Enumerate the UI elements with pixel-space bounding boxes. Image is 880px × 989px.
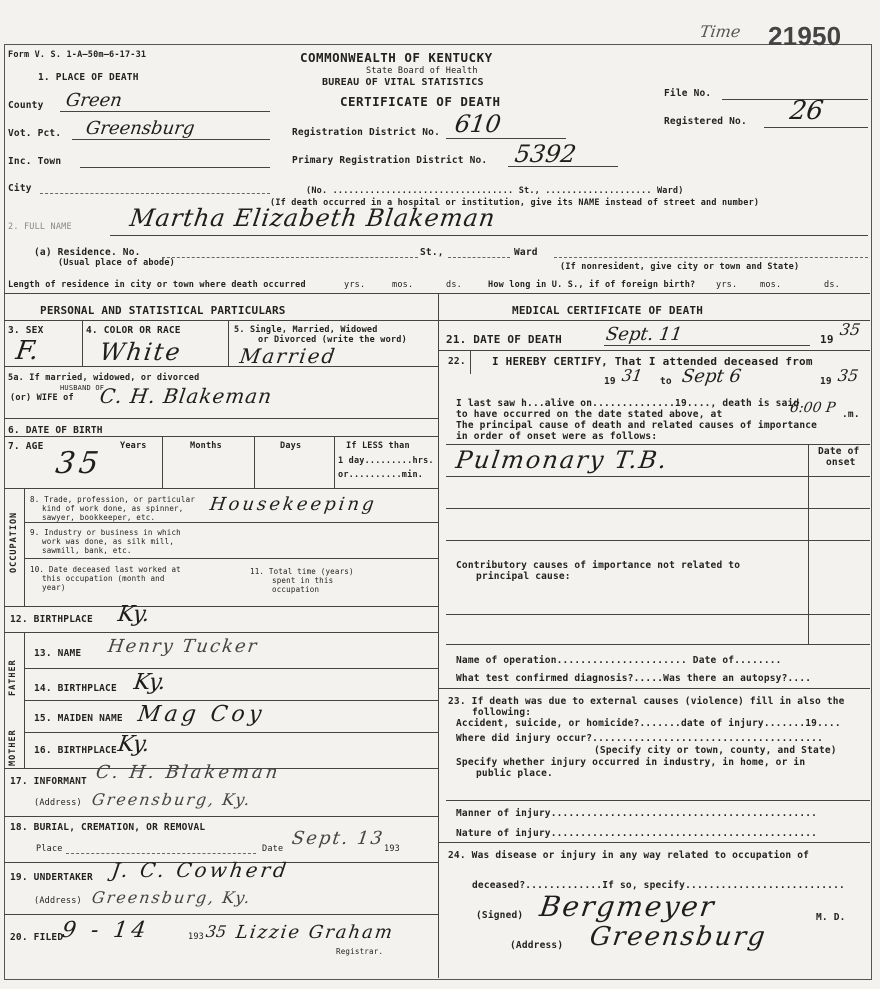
age-years-label: Years (120, 441, 147, 451)
mother-side-label: MOTHER (8, 729, 18, 766)
residence-ds: ds. (446, 280, 462, 290)
vot-pct-label: Vot. Pct. (8, 128, 62, 139)
physician-address-label: (Address) (510, 940, 564, 951)
occ8-line2: kind of work done, as spinner, (42, 504, 184, 513)
filed-year-prefix: 193 (188, 932, 204, 942)
less-than-label-2: 1 day.........hrs. (338, 456, 434, 466)
occ8-line1: 8. Trade, profession, or particular (30, 495, 196, 504)
date-of-death-year-prefix: 19 (820, 333, 834, 346)
occupation-side-label: OCCUPATION (9, 511, 19, 573)
stamp-prefix: Time (698, 22, 742, 41)
burial-date-value: Sept. 13 (290, 828, 386, 849)
mother-name-label: 15. MAIDEN NAME (34, 713, 123, 724)
less-than-label-1: If LESS than (346, 441, 410, 451)
color-race-value: White (98, 338, 184, 366)
physician-signature: Bergmeyer (537, 890, 718, 923)
undertaker-value: J. C. Cowherd (110, 858, 291, 882)
father-birthplace-label: 14. BIRTHPLACE (34, 683, 117, 694)
stamp-number: 21950 (768, 21, 842, 51)
less-than-label-3: or..........min. (338, 470, 424, 480)
sex-label: 3. SEX (8, 325, 44, 336)
diagnosis-test-text: What test confirmed diagnosis?.....Was there an autopsy?.... (456, 673, 812, 684)
time-of-death-value: 6:00 P (788, 400, 837, 416)
length-of-residence-label: Length of residence in city or town where death occurred (8, 280, 306, 290)
residence-mos: mos. (392, 280, 414, 290)
age-label: 7. AGE (8, 441, 44, 452)
date-of-birth-label: 6. DATE OF BIRTH (8, 425, 103, 436)
vot-pct-value: Greensburg (84, 118, 196, 139)
county-value: Green (64, 90, 124, 111)
filed-label: 20. FILED (10, 932, 64, 943)
date-of-onset-label-1: Date of (818, 446, 860, 457)
residence-yrs: yrs. (344, 280, 366, 290)
registrar-label: Registrar. (336, 947, 384, 956)
spouse-label-3: (or) WIFE of (10, 393, 74, 403)
residence-label: (a) Residence. No. (34, 247, 141, 258)
date-of-death-year: 35 (838, 320, 862, 339)
marital-label-1: 5. Single, Married, Widowed (234, 325, 378, 335)
occ10-line1: 10. Date deceased last worked at (30, 565, 181, 574)
father-name-value: Henry Tucker (106, 636, 260, 657)
age-value: 35 (53, 446, 105, 481)
registered-no-label: Registered No. (664, 116, 747, 127)
inc-town-label: Inc. Town (8, 156, 62, 167)
informant-address-label: (Address) (34, 798, 82, 808)
occ10-line2: this occupation (month and (42, 574, 165, 583)
filed-date-value: 9 - 14 (60, 918, 152, 943)
contributory-line2: principal cause: (476, 571, 571, 582)
manner-of-injury: Manner of injury............................................. (456, 808, 818, 819)
undertaker-address-label: (Address) (34, 896, 82, 906)
time-meridiem: .m. (842, 409, 860, 420)
occ9-line3: sawmill, bank, etc. (42, 546, 132, 555)
burial-date-label: Date (262, 844, 284, 854)
column-divider (438, 293, 439, 978)
attended-to-value: Sept 6 (680, 366, 743, 387)
informant-label: 17. INFORMANT (10, 776, 87, 787)
mother-birthplace-value: Ky. (116, 732, 152, 757)
occ11-line1: 11. Total time (years) (250, 567, 354, 576)
attended-to-label: to (660, 376, 672, 387)
birthplace-value: Ky. (116, 602, 152, 627)
hospital-note: (If death occurred in a hospital or institution, give its NAME instead of street and number) (270, 198, 760, 208)
date-of-onset-label-2: onset (826, 457, 856, 468)
us-mos: mos. (760, 280, 782, 290)
external-line6: Specify whether injury occurred in industry, in home, or in (456, 757, 806, 768)
contributory-line1: Contributory causes of importance not related to (456, 560, 741, 571)
registrar-signature: Lizzie Graham (234, 922, 396, 943)
marital-label-2: or Divorced (write the word) (258, 335, 407, 345)
nonresident-note: (If nonresident, give city or town and State) (560, 262, 800, 272)
residence-ward-label: Ward (514, 247, 538, 258)
burial-place-label: Place (36, 844, 63, 854)
spouse-label-1: 5a. If married, widowed, or divorced (8, 373, 200, 383)
father-side-label: FATHER (8, 659, 18, 696)
registration-district-value: 610 (453, 110, 503, 138)
form-id: Form V. S. 1-A—50m—6-17-31 (8, 50, 147, 60)
occ9-line2: work was done, as silk mill, (42, 537, 175, 546)
file-no-label: File No. (664, 88, 712, 99)
place-of-death-label: 1. PLACE OF DEATH (38, 72, 139, 83)
full-name-label: 2. FULL NAME (8, 222, 72, 232)
mother-birthplace-label: 16. BIRTHPLACE (34, 745, 117, 756)
residence-sub: (Usual place of abode) (58, 258, 175, 268)
mother-name-value: Mag Coy (136, 702, 267, 727)
external-line7: public place. (476, 768, 553, 779)
city-number-street: (No. .................................. St., .................... Ward) (306, 186, 684, 196)
date-of-death-label: 21. DATE OF DEATH (446, 333, 562, 346)
occupation-value: Housekeeping (208, 494, 379, 515)
certify-text: I HEREBY CERTIFY, That I attended deceased from (492, 355, 813, 368)
attended-to-year: 35 (836, 366, 860, 385)
external-line3: Accident, suicide, or homicide?.......date of injury.......19.... (456, 718, 841, 729)
sex-value: F. (13, 336, 41, 366)
occ11-line2: spent in this (272, 576, 334, 585)
color-race-label: 4. COLOR OR RACE (86, 325, 181, 336)
external-line1: 23. If death was due to external causes (violence) fill in also the (448, 696, 845, 707)
undertaker-address-value: Greensburg, Ky. (90, 888, 253, 907)
principal-cause-value: Pulmonary T.B. (454, 446, 671, 474)
father-birthplace-value: Ky. (132, 670, 168, 695)
attended-from-year: 31 (620, 366, 644, 385)
board-name: State Board of Health (366, 66, 478, 76)
principal-cause-line2: in order of onset were as follows: (456, 431, 658, 442)
county-label: County (8, 100, 44, 111)
occupation-related-question: 24. Was disease or injury in any way related to occupation of (448, 850, 810, 861)
certificate-title: CERTIFICATE OF DEATH (340, 94, 501, 109)
state-title: COMMONWEALTH OF KENTUCKY (300, 50, 493, 65)
occ9-line1: 9. Industry or business in which (30, 528, 181, 537)
informant-value: C. H. Blakeman (94, 762, 282, 783)
physician-address-value: Greensburg (587, 922, 769, 952)
occ10-line3: year) (42, 583, 66, 592)
city-label: City (8, 183, 32, 194)
last-saw-text: I last saw h...alive on..............19...., death is said (456, 398, 800, 409)
operation-text: Name of operation...................... Date of........ (456, 655, 782, 666)
personal-section-title: PERSONAL AND STATISTICAL PARTICULARS (40, 304, 286, 317)
signed-label: (Signed) (476, 910, 524, 921)
bureau-name: BUREAU OF VITAL STATISTICS (322, 77, 484, 88)
informant-address-value: Greensburg, Ky. (90, 790, 253, 809)
us-yrs: yrs. (716, 280, 738, 290)
burial-year: 193 (384, 844, 400, 854)
md-label: M. D. (816, 912, 846, 923)
spouse-value: C. H. Blakeman (98, 384, 274, 408)
date-of-death-value: Sept. 11 (604, 324, 684, 345)
full-name-value: Martha Elizabeth Blakeman (128, 204, 498, 232)
primary-district-label: Primary Registration District No. (292, 155, 488, 166)
burial-label: 18. BURIAL, CREMATION, OR REMOVAL (10, 822, 206, 833)
medical-section-title: MEDICAL CERTIFICATE OF DEATH (512, 304, 704, 317)
primary-district-value: 5392 (513, 140, 579, 168)
registered-no-value: 26 (787, 96, 826, 126)
undertaker-label: 19. UNDERTAKER (10, 872, 93, 883)
age-months-label: Months (190, 441, 222, 451)
attended-from-year-prefix: 19 (604, 376, 616, 387)
birthplace-label: 12. BIRTHPLACE (10, 614, 93, 625)
father-name-label: 13. NAME (34, 648, 82, 659)
occ11-line3: occupation (272, 585, 320, 594)
marital-value: Married (238, 344, 339, 368)
spouse-label-2: HUSBAND OF (60, 384, 105, 392)
us-ds: ds. (824, 280, 840, 290)
occ8-line3: sawyer, bookkeeper, etc. (42, 513, 156, 522)
occurred-text: to have occurred on the date stated above, at (456, 409, 723, 420)
nature-of-injury: Nature of injury............................................. (456, 828, 818, 839)
residence-street-label: St., (420, 247, 444, 258)
us-residence-label: How long in U. S., if of foreign birth? (488, 280, 696, 290)
age-days-label: Days (280, 441, 302, 451)
filed-year-value: 35 (204, 922, 228, 941)
certify-number: 22. (448, 356, 466, 367)
registration-district-label: Registration District No. (292, 127, 440, 138)
deceased-specify: deceased?.............If so, specify........................... (472, 880, 845, 891)
attended-to-year-prefix: 19 (820, 376, 832, 387)
external-line5: (Specify city or town, county, and State) (594, 745, 837, 756)
external-line4: Where did injury occur?....................................... (456, 733, 824, 744)
external-line2: following: (472, 707, 532, 718)
principal-cause-line1: The principal cause of death and related causes of importance (456, 420, 818, 431)
